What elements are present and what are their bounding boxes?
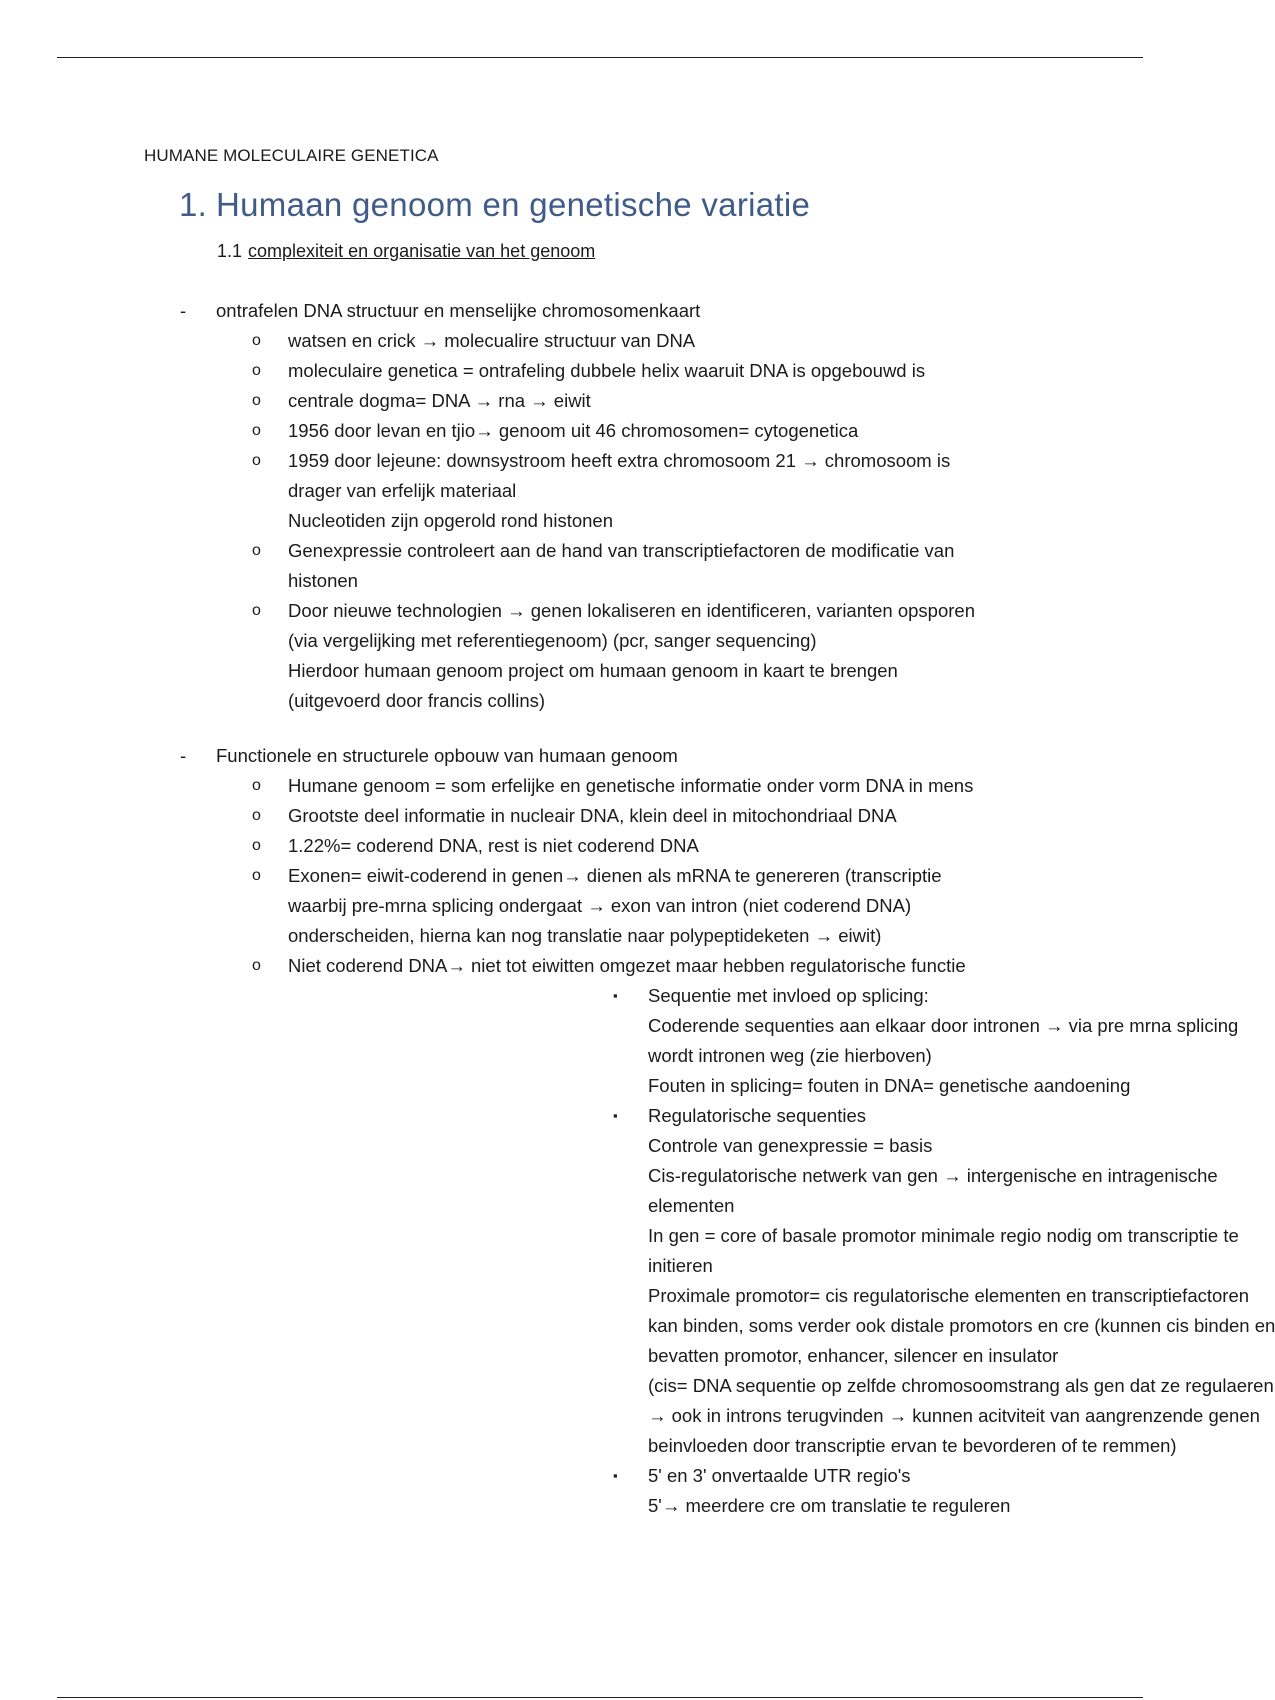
list-item-line: watsen en crick → molecualire structuur van DNA <box>288 330 696 351</box>
circle-bullet: o <box>252 957 261 974</box>
sub-item-line: → ook in introns terugvinden → kunnen acitviteit van aangrenzende genen <box>648 1405 1260 1426</box>
list-item-line: moleculaire genetica = ontrafeling dubbele helix waaruit DNA is opgebouwd is <box>288 360 926 381</box>
square-bullet: ▪ <box>613 1468 618 1483</box>
list-item-line: 1956 door levan en tjio→ genoom uit 46 chromosomen= cytogenetica <box>288 420 859 441</box>
list-item-line: Door nieuwe technologien → genen lokaliseren en identificeren, varianten opsporen <box>288 600 976 621</box>
circle-bullet: o <box>252 807 261 824</box>
sub-item-line: 5'→ meerdere cre om translatie te reguleren <box>648 1495 1011 1516</box>
list-item <box>0 861 1200 951</box>
list-item-line: Exonen= eiwit-coderend in genen→ dienen als mRNA te genereren (transcriptie <box>288 865 942 886</box>
list-item <box>0 416 1200 446</box>
section-title: complexiteit en organisatie van het genoom <box>248 241 596 261</box>
list-item <box>0 596 1200 716</box>
list-item-line: Hierdoor humaan genoom project om humaan genoom in kaart te brengen <box>288 660 898 681</box>
sub-item-line: Sequentie met invloed op splicing: <box>648 985 929 1006</box>
section-heading <box>217 241 595 262</box>
list-item <box>0 386 1200 416</box>
sub-item-line: Coderende sequenties aan elkaar door intronen → via pre mrna splicing <box>648 1015 1239 1036</box>
circle-bullet: o <box>252 867 261 884</box>
header-rule <box>57 57 1143 58</box>
list-item <box>0 771 1200 801</box>
sub-item-line: In gen = core of basale promotor minimale regio nodig om transcriptie te <box>648 1225 1239 1246</box>
section-number: 1.1 <box>217 241 243 261</box>
dash-bullet: - <box>180 300 187 321</box>
topic-heading <box>0 741 1200 771</box>
list-item <box>0 356 1200 386</box>
sub-items <box>288 981 1275 1521</box>
sub-item-line: beinvloeden door transcriptie ervan te bevorderen of te remmen) <box>648 1435 1177 1456</box>
circle-bullet: o <box>252 422 261 439</box>
sub-item-line: Fouten in splicing= fouten in DNA= genetische aandoening <box>648 1075 1131 1096</box>
list-item <box>0 536 1200 596</box>
topic-items <box>0 326 1200 716</box>
sub-list-item <box>288 1101 1275 1461</box>
list-item <box>0 446 1200 536</box>
sub-list-item <box>288 1461 1060 1521</box>
circle-bullet: o <box>252 542 261 559</box>
topic-list-2 <box>0 741 1275 1521</box>
topic-list-1 <box>0 296 1200 716</box>
footer-rule <box>57 1697 1143 1698</box>
sub-item-line: Cis-regulatorische netwerk van gen → intergenische en intragenische <box>648 1165 1218 1186</box>
circle-bullet: o <box>252 362 261 379</box>
circle-bullet: o <box>252 452 261 469</box>
list-item-line: Niet coderend DNA→ niet tot eiwitten omgezet maar hebben regulatorische functie <box>288 955 966 976</box>
list-item-line: centrale dogma= DNA → rna → eiwit <box>288 390 591 411</box>
dash-bullet: - <box>180 745 187 766</box>
topic-heading <box>0 296 1200 326</box>
list-item <box>0 951 1275 1521</box>
sub-item-line: Regulatorische sequenties <box>648 1105 867 1126</box>
square-bullet: ▪ <box>613 1108 618 1123</box>
list-item-line: histonen <box>288 570 358 591</box>
topic-heading-text: Functionele en structurele opbouw van humaan genoom <box>216 745 678 766</box>
circle-bullet: o <box>252 392 261 409</box>
list-item-line: 1959 door lejeune: downsystroom heeft extra chromosoom 21 → chromosoom is <box>288 450 951 471</box>
list-item-line: 1.22%= coderend DNA, rest is niet coderend DNA <box>288 835 699 856</box>
square-bullet: ▪ <box>613 988 618 1003</box>
document-title: HUMANE MOLECULAIRE GENETICA <box>144 146 439 165</box>
circle-bullet: o <box>252 777 261 794</box>
sub-item-line: (cis= DNA sequentie op zelfde chromosoomstrang als gen dat ze regulaeren <box>648 1375 1274 1396</box>
list-item-line: onderscheiden, hierna kan nog translatie naar polypeptideketen → eiwit) <box>288 925 882 946</box>
topic-items <box>0 771 1275 1521</box>
list-item <box>0 326 1200 356</box>
chapter-title: Humaan genoom en genetische variatie <box>216 186 811 223</box>
topic-heading-text: ontrafelen DNA structuur en menselijke chromosomenkaart <box>216 300 701 321</box>
sub-item-line: Controle van genexpressie = basis <box>648 1135 933 1156</box>
list-item-line: Humane genoom = som erfelijke en genetische informatie onder vorm DNA in mens <box>288 775 974 796</box>
circle-bullet: o <box>252 837 261 854</box>
sub-item-line: wordt intronen weg (zie hierboven) <box>648 1045 932 1066</box>
sub-item-line: kan binden, soms verder ook distale promotors en cre (kunnen cis binden en <box>648 1315 1275 1336</box>
sub-item-line: bevatten promotor, enhancer, silencer en insulator <box>648 1345 1059 1366</box>
chapter-heading <box>179 186 810 224</box>
sub-list-item <box>288 981 1239 1101</box>
sub-item-line: Proximale promotor= cis regulatorische elementen en transcriptiefactoren <box>648 1285 1250 1306</box>
list-item-line: Genexpressie controleert aan de hand van transcriptiefactoren de modificatie van <box>288 540 955 561</box>
chapter-number: 1. <box>179 186 208 223</box>
circle-bullet: o <box>252 332 261 349</box>
circle-bullet: o <box>252 602 261 619</box>
list-item-line: (via vergelijking met referentiegenoom) (pcr, sanger sequencing) <box>288 630 817 651</box>
sub-item-line: 5' en 3' onvertaalde UTR regio's <box>648 1465 911 1486</box>
list-item-line: waarbij pre-mrna splicing ondergaat → exon van intron (niet coderend DNA) <box>288 895 912 916</box>
sub-item-line: initieren <box>648 1255 713 1276</box>
list-item <box>0 831 1200 861</box>
list-item-line: (uitgevoerd door francis collins) <box>288 690 546 711</box>
list-item-line: Grootste deel informatie in nucleair DNA, klein deel in mitochondriaal DNA <box>288 805 897 826</box>
sub-item-line: elementen <box>648 1195 735 1216</box>
list-item-line: drager van erfelijk materiaal <box>288 480 517 501</box>
list-item <box>0 801 1200 831</box>
list-item-line: Nucleotiden zijn opgerold rond histonen <box>288 510 613 531</box>
